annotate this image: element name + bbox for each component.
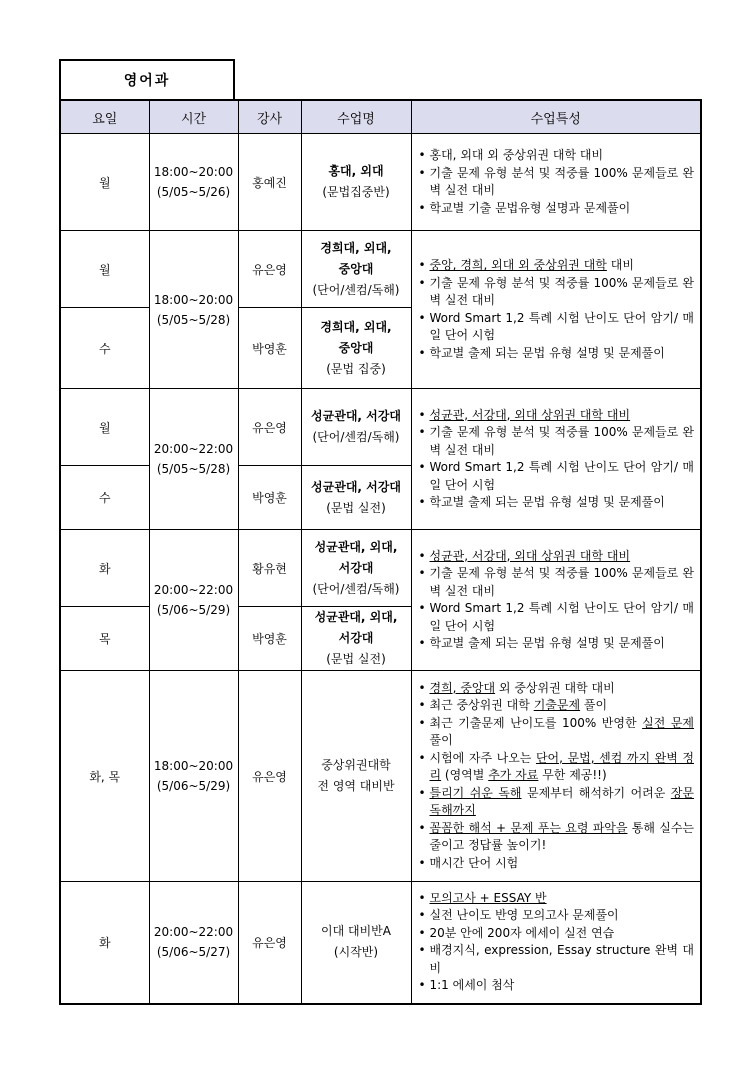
class-name-cell: [301, 308, 411, 389]
header-row: [60, 100, 701, 134]
teacher-cell: 유은영: [238, 671, 301, 882]
feature-text: 기출 문제 유형 분석 및 적중률 100% 문제들로 완벽 실전 대비: [429, 566, 694, 598]
teacher-cell: 유은영: [238, 231, 301, 308]
feature-text: 최근 중상위권 대학: [429, 698, 534, 713]
time-line: (5/06~5/29): [156, 603, 231, 617]
feature-item: [418, 635, 695, 653]
day-cell: 목: [60, 607, 149, 671]
header-teacher: 강사: [238, 100, 301, 134]
table-row: [60, 671, 701, 882]
feature-item: [418, 200, 695, 218]
day-cell: 화: [60, 882, 149, 1004]
feature-item: [418, 257, 695, 275]
header-time: 시간: [149, 100, 238, 134]
class-name-line: (문법집중반): [322, 185, 390, 199]
class-name-line: 전 영역 대비반: [317, 779, 395, 793]
time-cell: [149, 882, 238, 1004]
time-cell: [149, 134, 238, 231]
feature-item: [418, 750, 695, 785]
time-line: (5/05~5/28): [156, 312, 231, 327]
class-name-line: 서강대: [338, 631, 374, 645]
features-cell: [411, 671, 701, 882]
feature-text: 홍대, 외대 외 중상위권 대학 대비: [429, 148, 604, 162]
class-name-line: 성균관대, 외대,: [314, 539, 398, 554]
feature-item: [418, 680, 695, 698]
time-line: (5/05~5/26): [156, 185, 231, 199]
class-name-cell: [301, 466, 411, 530]
feature-text: Word Smart 1,2 특례 시험 난이도 단어 암기/ 매일 단어 시험: [429, 460, 694, 492]
time-line: (5/06~5/29): [156, 779, 231, 793]
time-cell: [149, 530, 238, 671]
teacher-cell: 황유현: [238, 530, 301, 607]
header-features: 수업특성: [411, 100, 701, 134]
feature-text-underlined: 경희, 중앙대: [429, 680, 496, 695]
features-cell: [411, 389, 701, 530]
teacher-cell: 유은영: [238, 389, 301, 466]
table-row: [60, 231, 701, 308]
class-name-line: (시작반): [333, 945, 379, 960]
feature-text: 배경지식, expression, Essay structure 완벽 대비: [429, 943, 694, 975]
time-line: 18:00~20:00: [153, 165, 234, 179]
teacher-cell: 홍예진: [238, 134, 301, 231]
feature-text-underlined: 꼼꼼한 해석 + 문제 푸는 요령 파악을: [429, 820, 628, 835]
time-cell: [149, 671, 238, 882]
feature-item: [418, 424, 695, 459]
feature-item: [418, 925, 695, 943]
class-name-cell: [301, 530, 411, 607]
class-name-cell: [301, 882, 411, 1004]
feature-item: [418, 820, 695, 855]
teacher-cell: 박영훈: [238, 607, 301, 671]
time-line: 20:00~22:00: [153, 583, 234, 597]
time-line: 18:00~20:00: [153, 759, 234, 773]
class-name-line: 경희대, 외대,: [320, 319, 392, 334]
feature-text: 무한 제공!!): [538, 768, 607, 783]
feature-item: [418, 548, 695, 566]
table-row: [60, 389, 701, 466]
day-cell: 화: [60, 530, 149, 607]
feature-text: 외 중상위권 대학 대비: [495, 680, 615, 695]
feature-item: [418, 785, 695, 820]
table-row: [60, 882, 701, 1004]
table-row: [60, 134, 701, 231]
feature-text: 풀이: [580, 698, 608, 713]
table-row: [60, 530, 701, 607]
feature-text-underlined: 실전 문제: [642, 715, 694, 730]
features-cell: [411, 231, 701, 389]
feature-item: [418, 165, 695, 200]
feature-text: 학교별 출제 되는 문법 유형 설명 및 문제풀이: [429, 345, 665, 360]
time-line: (5/06~5/27): [156, 945, 231, 960]
day-cell: 화, 목: [60, 671, 149, 882]
class-name-line: 경희대, 외대,: [320, 240, 392, 255]
feature-item: [418, 459, 695, 494]
class-name-line: (문법 실전): [326, 652, 386, 666]
feature-text-underlined: 추가 자료: [488, 768, 539, 783]
class-name-line: (단어/센컴/독해): [312, 430, 400, 444]
header-class-name: 수업명: [301, 100, 411, 134]
feature-item: [418, 407, 695, 425]
feature-text: 최근 기출문제 난이도를 100% 반영한: [429, 715, 643, 730]
feature-text: 학교별 기출 문법유형 설명과 문제풀이: [429, 200, 631, 215]
features-list: [418, 407, 695, 512]
feature-text: 풀이: [429, 733, 453, 748]
class-name-line: 홍대, 외대: [328, 164, 384, 178]
feature-text: 20분 안에 200자 에세이 실전 연습: [429, 925, 615, 940]
time-line: 20:00~22:00: [153, 442, 234, 456]
class-name-line: 서강대: [338, 560, 374, 575]
feature-item: [418, 494, 695, 512]
class-name-cell: [301, 134, 411, 231]
teacher-cell: 유은영: [238, 882, 301, 1004]
features-list: [418, 548, 695, 653]
feature-item: [418, 310, 695, 345]
class-name-cell: [301, 671, 411, 882]
feature-item: [418, 977, 695, 995]
feature-text: 통해 실수는 줄이고 정답률 높이기!: [429, 820, 695, 853]
feature-text-underlined: 성균관, 서강대, 외대 상위권 대학 대비: [429, 548, 631, 563]
feature-item: [418, 907, 695, 925]
time-cell: [149, 389, 238, 530]
class-name-cell: [301, 231, 411, 308]
class-name-line: 중앙대: [338, 261, 374, 276]
feature-text-underlined: 성균관, 서강대, 외대 상위권 대학 대비: [429, 407, 631, 422]
feature-text-underlined: 단어, 문법, 센컴 까지 완벽 정리: [429, 750, 694, 783]
class-name-line: 중앙대: [338, 340, 374, 355]
feature-text-underlined: 기출문제: [533, 698, 581, 713]
feature-item: [418, 942, 695, 977]
feature-text: 기출 문제 유형 분석 및 적중률 100% 문제들로 완벽 실전 대비: [429, 425, 694, 457]
feature-item: [418, 715, 695, 750]
class-name-cell: [301, 389, 411, 466]
feature-text: 대비: [606, 258, 634, 272]
day-cell: 월: [60, 134, 149, 231]
feature-text-underlined: 모의고사 + ESSAY 반: [429, 890, 547, 905]
feature-item: [418, 565, 695, 600]
feature-text: 기출 문제 유형 분석 및 적중률 100% 문제들로 완벽 실전 대비: [429, 165, 694, 197]
feature-text: 시험에 자주 나오는: [429, 750, 536, 765]
header-day: 요일: [60, 100, 149, 134]
features-list: [418, 890, 695, 995]
features-cell: [411, 530, 701, 671]
features-list: [418, 147, 695, 217]
feature-item: [418, 600, 695, 635]
time-line: 18:00~20:00: [153, 292, 234, 307]
class-name-line: 중상위권대학: [321, 758, 391, 772]
class-name-line: 성균관대, 서강대: [311, 479, 401, 494]
class-name-line: 성균관대, 서강대: [311, 409, 401, 423]
feature-item: [418, 275, 695, 310]
feature-text: 학교별 출제 되는 문법 유형 설명 및 문제풀이: [429, 495, 665, 509]
time-line: (5/05~5/28): [156, 462, 231, 476]
feature-item: [418, 697, 695, 715]
feature-text: 문제부터 해석하기 어려운: [521, 785, 671, 800]
features-list: [418, 257, 695, 362]
feature-item: [418, 890, 695, 908]
features-cell: [411, 882, 701, 1004]
feature-text: 1:1 에세이 첨삭: [429, 978, 515, 993]
department-title: 영어과: [59, 59, 235, 99]
class-name-line: (단어/센컴/독해): [312, 581, 400, 596]
class-name-line: (문법 집중): [326, 361, 386, 376]
day-cell: 월: [60, 389, 149, 466]
feature-text: 학교별 출제 되는 문법 유형 설명 및 문제풀이: [429, 636, 665, 650]
day-cell: 월: [60, 231, 149, 308]
time-cell: [149, 231, 238, 389]
time-line: 20:00~22:00: [153, 925, 234, 940]
features-list: [418, 680, 695, 873]
feature-text: Word Smart 1,2 특례 시험 난이도 단어 암기/ 매일 단어 시험: [429, 310, 694, 342]
class-name-cell: [301, 607, 411, 671]
day-cell: 수: [60, 308, 149, 389]
feature-text: Word Smart 1,2 특례 시험 난이도 단어 암기/ 매일 단어 시험: [429, 601, 694, 633]
feature-text: 매시간 단어 시험: [429, 855, 519, 870]
feature-text-underlined: 장문 독해까지: [429, 785, 694, 818]
feature-text: 기출 문제 유형 분석 및 적중률 100% 문제들로 완벽 실전 대비: [429, 275, 694, 307]
feature-text-underlined: 중앙, 경희, 외대 외 중상위권 대학: [429, 258, 607, 272]
feature-text: 실전 난이도 반영 모의고사 문제풀이: [429, 908, 619, 923]
feature-item: [418, 147, 695, 165]
day-cell: 수: [60, 466, 149, 530]
feature-item: [418, 345, 695, 363]
feature-text: (영역별: [441, 768, 489, 783]
class-name-line: (단어/센컴/독해): [312, 282, 400, 297]
feature-text-underlined: 틀리기 쉬운 독해: [429, 785, 522, 800]
schedule-table: [59, 99, 702, 1005]
teacher-cell: 박영훈: [238, 308, 301, 389]
teacher-cell: 박영훈: [238, 466, 301, 530]
feature-item: [418, 855, 695, 873]
features-cell: [411, 134, 701, 231]
class-name-line: (문법 실전): [326, 500, 386, 515]
class-name-line: 성균관대, 외대,: [314, 610, 398, 624]
class-name-line: 이대 대비반A: [321, 924, 391, 939]
